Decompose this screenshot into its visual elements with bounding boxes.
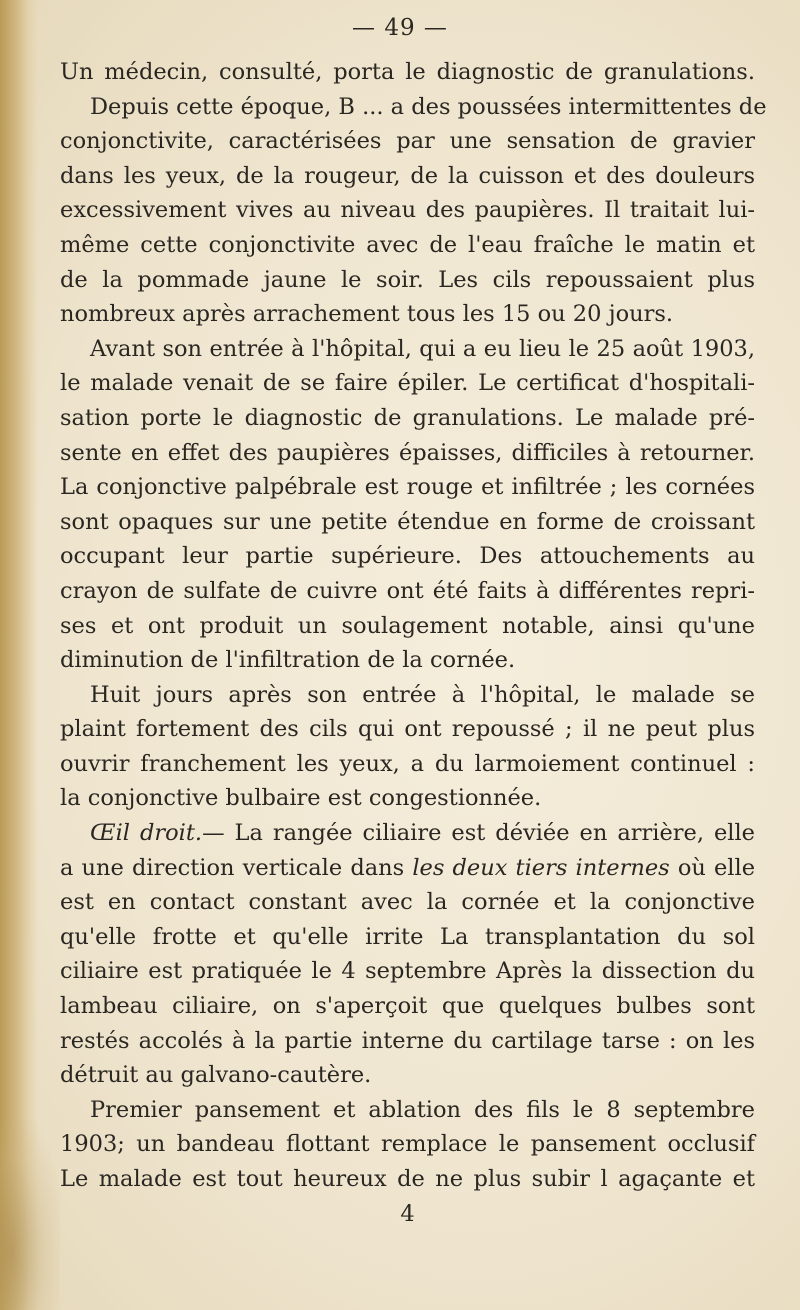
- oeil-droit-heading: Œil droit.: [90, 820, 203, 847]
- paper-stain: [0, 1120, 60, 1310]
- text-line: Huit jours après son entrée à l'hôpital, le malade se: [90, 681, 755, 708]
- text-segment: a une direction verticale dans: [60, 854, 405, 881]
- text-line: ouvrir franchement les yeux, a du larmoiement continuel :: [60, 750, 755, 777]
- text-line: excessivement vives au niveau des paupières. Il traitait lui-: [60, 197, 755, 224]
- text-line: [60, 851, 755, 886]
- text-line: la conjonctive bulbaire est congestionnée.: [60, 785, 542, 812]
- text-line: le malade venait de se faire épiler. Le certificat d'hospitali-: [60, 370, 755, 397]
- text-line: même cette conjonctivite avec de l'eau fraîche le matin et: [60, 231, 755, 258]
- signature-mark: 4: [400, 1200, 415, 1227]
- text-line: [60, 816, 755, 851]
- page-number: — 49 —: [352, 15, 448, 41]
- text-line: diminution de l'infiltration de la cornée.: [60, 647, 516, 674]
- text-segment: où elle: [677, 854, 756, 881]
- text-line: Le malade est tout heureux de ne plus subir l agaçante et: [60, 1166, 755, 1192]
- text-line: plaint fortement des cils qui ont repoussé ; il ne peut plus: [60, 716, 755, 743]
- page-edge-shadow: [0, 0, 38, 1310]
- text-line: nombreux après arrachement tous les 15 ou 20 jours.: [60, 301, 674, 328]
- text-line: sente en effet des paupières épaisses, difficiles à retourner.: [60, 439, 755, 466]
- text-line: crayon de sulfate de cuivre ont été faits à différentes repri-: [60, 577, 755, 604]
- body-text: [60, 55, 767, 1231]
- text-line: Un médecin, consulté, porta le diagnostic de granulations.: [60, 59, 755, 85]
- text-line: est en contact constant avec la cornée et la conjonctive: [60, 889, 755, 916]
- text-line: détruit au galvano-cautère.: [60, 1062, 372, 1089]
- deux-tiers-emphasis: les deux tiers internes: [412, 854, 670, 881]
- text-line: ciliaire est pratiquée le 4 septembre Après la dissection du: [60, 958, 755, 985]
- text-line: sation porte le diagnostic de granulations. Le malade pré-: [60, 404, 755, 431]
- text-line: qu'elle frotte et qu'elle irrite La transplantation du sol: [60, 923, 755, 950]
- text-line: lambeau ciliaire, on s'aperçoit que quelques bulbes sont: [60, 993, 755, 1020]
- text-line: Depuis cette époque, B ... a des poussées intermittentes de: [90, 93, 767, 120]
- text-line: sont opaques sur une petite étendue en forme de croissant: [60, 508, 755, 535]
- text-line: 1903; un bandeau flottant remplace le pansement occlusif: [60, 1131, 755, 1158]
- text-line: restés accolés à la partie interne du cartilage tarse : on les: [60, 1027, 755, 1054]
- text-line: de la pommade jaune le soir. Les cils repoussaient plus: [60, 266, 755, 293]
- text-line: La conjonctive palpébrale est rouge et infiltrée ; les cornées: [60, 474, 755, 501]
- text-line: dans les yeux, de la rougeur, de la cuisson et des douleurs: [60, 162, 755, 189]
- text-line: ses et ont produit un soulagement notable, ainsi qu'une: [60, 612, 755, 639]
- text-line: Avant son entrée à l'hôpital, qui a eu lieu le 25 août 1903,: [90, 335, 755, 362]
- text-segment: — La rangée ciliaire est déviée en arrière, elle: [202, 820, 755, 847]
- text-line: occupant leur partie supérieure. Des attouchements au: [60, 543, 755, 570]
- text-line: conjonctivite, caractérisées par une sensation de gravier: [60, 128, 755, 155]
- text-line: Premier pansement et ablation des fils le 8 septembre: [90, 1096, 755, 1123]
